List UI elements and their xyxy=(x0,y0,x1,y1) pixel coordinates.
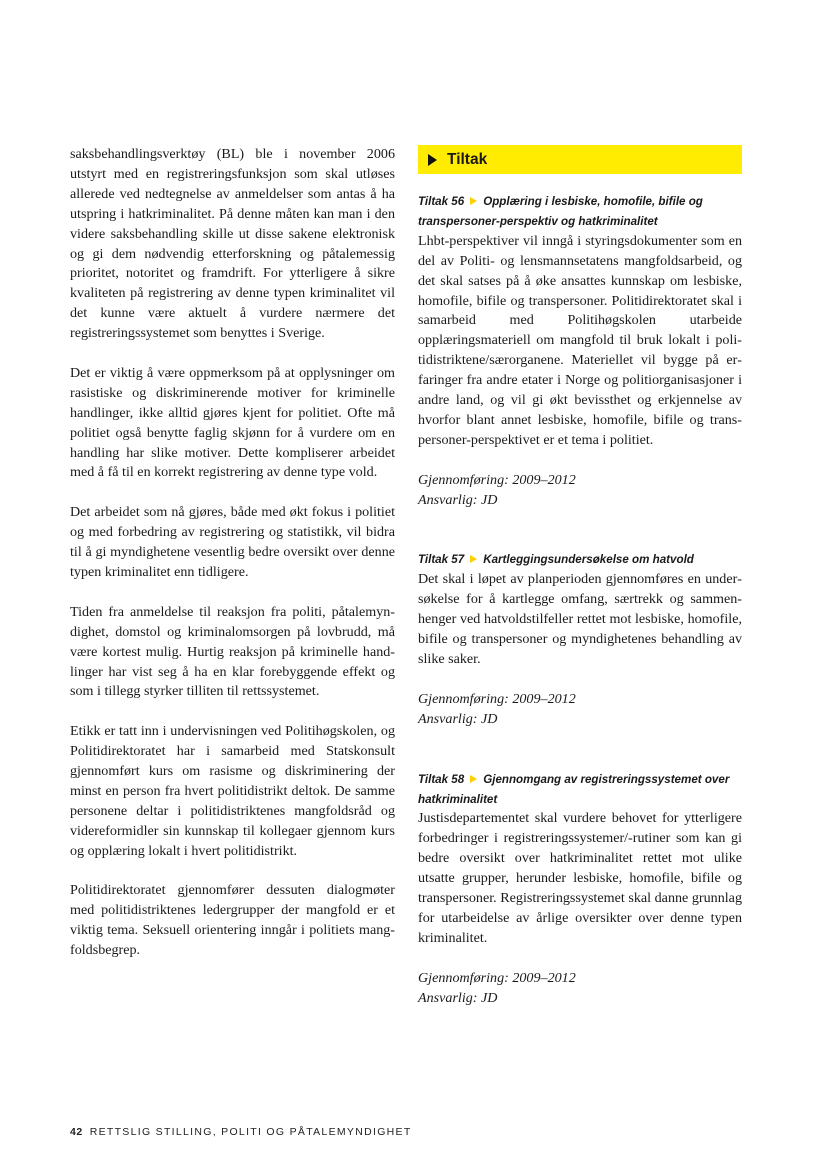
tiltak-title: Kartleggingsundersøkelse om hatvold xyxy=(483,553,694,567)
tiltak-ansvarlig: Ansvarlig: JD xyxy=(418,491,498,508)
tiltak-banner xyxy=(418,145,742,174)
tiltak-56 xyxy=(418,192,742,510)
running-title: RETTSLIG STILLING, POLITI OG PÅTALEMYNDIGHET xyxy=(89,1126,412,1138)
banner-title: Tiltak xyxy=(447,150,488,168)
tiltak-ansvarlig: Ansvarlig: JD xyxy=(418,710,498,727)
page-footer xyxy=(70,1126,412,1138)
body-paragraph: Etikk er tatt inn i undervisningen ved Politihøgskolen, og Politidirektoratet har i samarbeid med Statskonsult gjennomført kurs om rasisme og diskriminering der minst en person fra hvert politidistrikt deltok. De samme personene deltar i politidistriktenes mangfoldsråd og videreformidler sin kunnskap til kollegaer gjennom kurs og opplæring lokalt i hvert politidistrikt. xyxy=(70,723,395,859)
body-paragraph: saksbehandlingsverktøy (BL) ble i november 2006 utstyrt med en registreringsfunksjon som skal utløses allerede ved nedtegnelse av anmeldelser som antas å ha utspring i hatkriminalitet. På denne måten kan man i den videre saksbehandling skille ut disse sakene elektronisk og gi dem nødvendig etterforskning og påtalemessig prioritet, notoritet og framdrift. For ytterligere å sikre kvaliteten på registrering av denne typen kriminalitet vil det kunne være aktuelt å vurdere nærmere det registreringssystemet som benyttes i Sverige. xyxy=(70,146,395,342)
tiltak-heading xyxy=(418,770,742,810)
tiltak-heading xyxy=(418,550,742,570)
tiltak-number: Tiltak 58 xyxy=(418,772,465,786)
play-triangle-icon xyxy=(428,154,437,166)
tiltak-number: Tiltak 56 xyxy=(418,195,465,208)
spacer xyxy=(418,949,742,969)
spacer xyxy=(418,451,742,471)
page-number: 42 xyxy=(70,1126,83,1138)
arrow-triangle-icon xyxy=(470,775,477,783)
arrow-triangle-icon xyxy=(470,197,477,205)
tiltak-body: Justisdepartementet skal vurdere behovet for ytterligere forbedringer i registreringssystemer/-rutiner som kan gi bedre oversikt over hatkriminalitet rettet mot ulike utsatte grupper, herunder lesbiske, homofile, bifile og transpersoner. Registreringssystemet skal danne grunnlag for utarbeidelse av årlige oversikter over denne typen kriminalitet. xyxy=(418,810,742,946)
tiltak-58 xyxy=(418,770,742,1009)
right-column xyxy=(418,145,742,1048)
tiltak-body: Lhbt-perspektiver vil inngå i styringsdokumenter som en del av Politi- og lensmannsetatens mangfoldsarbeid, og det skal satses på å øke ansattes kunnskap om lesbiske, homofile, bifile og transpersoner. Politidirektoratet skal i samarbeid med Politihøgskolen utarbeide opplæringsmateriell om mangfold til bruk lokalt i politidistriktene/særorganene. Materiellet vil bygge på erfaringer fra andre etater i Norge og politiorganisasjoner i andre land, og vil gi økt bevissthet og erkjennelse av hvorfor blant annet lesbiske, homofile, bifile og transpersoner-perspektivet er et tema i politiet. xyxy=(418,232,742,448)
tiltak-title: Gjennomgang av registreringssystemet over hatkriminalitet xyxy=(418,772,730,806)
tiltak-number: Tiltak 57 xyxy=(418,553,465,567)
arrow-triangle-icon xyxy=(470,555,477,563)
body-paragraph: Politidirektoratet gjennomfører dessuten dialogmøter med politidistriktenes ledergrupper der mangfold er et viktig tema. Seksuell orientering inngår i politiets mangfoldsbegrep. xyxy=(70,882,395,959)
body-paragraph: Det arbeidet som nå gjøres, både med økt fokus i politiet og med forbedring av registrering og statistikk, vil bidra til å gi myndighetene vesentlig bedre oversikt over denne typen kriminalitet enn tidligere. xyxy=(70,504,395,580)
left-column xyxy=(70,145,395,981)
tiltak-heading xyxy=(418,192,742,232)
tiltak-body: Det skal i løpet av planperioden gjennomføres en undersøkelse for å kartlegge omfang, særtrekk og sammenhenger ved hatvoldstilfeller rettet mot lesbiske, homofile, bifile og transpersoner og myndighetenes behandling av slike saker. xyxy=(418,571,742,668)
tiltak-title: Opplæring i lesbiske, homofile, bifile og transpersoner-perspektiv og hatkriminalitet xyxy=(418,195,703,228)
tiltak-ansvarlig: Ansvarlig: JD xyxy=(418,989,498,1006)
tiltak-gjennomforing: Gjennomføring: 2009–2012 xyxy=(418,969,576,986)
tiltak-57 xyxy=(418,550,742,729)
spacer xyxy=(418,670,742,690)
body-paragraph: Det er viktig å være oppmerksom på at opplysninger om rasistiske og diskriminerende motiver for kriminelle handlinger, ikke alltid gjøres kjent for politiet. Ofte må politiet også benytte faglig skjønn for å vurdere om en handling har slike motiver. Dette kompliserer arbeidet med å få til en korrekt registrering av denne type vold. xyxy=(70,364,395,481)
body-paragraph: Tiden fra anmeldelse til reaksjon fra politi, påtalemyndighet, domstol og kriminalomsorgen på lovbrudd, må være kortest mulig. Hurtig reaksjon på kriminelle handlinger har vist seg å ha en klar forebyggende effekt og som i tillegg styrker tilliten til rettssystemet. xyxy=(70,603,395,700)
tiltak-gjennomforing: Gjennomføring: 2009–2012 xyxy=(418,690,576,707)
tiltak-gjennomforing: Gjennomføring: 2009–2012 xyxy=(418,471,576,488)
